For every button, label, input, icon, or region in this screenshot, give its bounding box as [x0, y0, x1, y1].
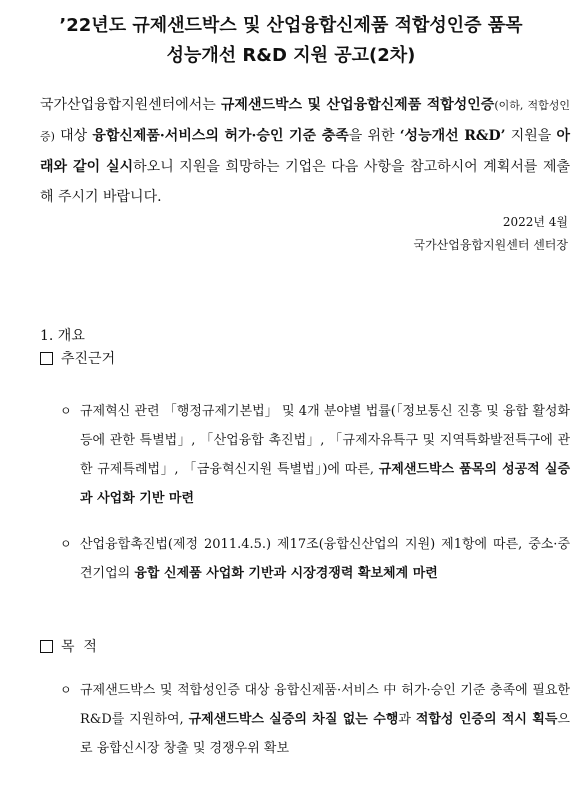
subheading-label: 추진근거: [61, 351, 116, 367]
list-item: [60, 530, 570, 588]
intro-bold-text: 아래와 같이 실시: [40, 128, 570, 175]
subheading-label: 목 적: [61, 639, 97, 655]
circle-bullet-icon: ㅇ: [60, 683, 72, 697]
intro-text: 하오니 지원을 희망하는 기업은 다음 사항을 참고하시어 계획서를 제출해 주시기 바랍니다.: [40, 159, 570, 205]
list-item-text: 규제샌드박스 및 적합성인증 대상 융합신제품·서비스 中 허가·승인 기준 충족에 필요한 R&D를 지원하여, 규제샌드박스 실증의 차질 없는 수행과 적합성 인증의 적시 획득으로 융합신시장 창출 및 경쟁우위 확보: [80, 683, 570, 756]
intro-paragraph: [40, 90, 570, 212]
list-item-bold-text: 규제샌드박스 실증의 차질 없는 수행: [188, 712, 399, 727]
intro-text: 지원을: [505, 128, 557, 144]
intro-text: 을 위한: [348, 128, 400, 144]
document-title-line2: 성능개선 R&D 지원 공고(2차): [166, 45, 416, 66]
intro-text: 국가산업융합지원센터에서는: [40, 97, 221, 113]
subheading-purpose: [40, 636, 97, 656]
intro-bold-text: 규제샌드박스 및 산업융합신제품 적합성인증: [220, 97, 495, 113]
list-item-bold-text: 융합 신제품 사업화 기반과 시장경쟁력 확보체계 마련: [134, 566, 438, 581]
square-bullet-icon: [40, 640, 53, 653]
square-bullet-icon: [40, 352, 53, 365]
list-item-text: 산업융합촉진법(제정 2011.4.5.) 제17조(융합신산업의 지원) 제1항에 따른, 중소·중견기업의 융합 신제품 사업화 기반과 시장경쟁력 확보체계 마련: [80, 537, 570, 581]
list-item: [60, 397, 570, 513]
intro-abbrev-note: (이하, 적합성인증): [40, 99, 571, 143]
circle-bullet-icon: ㅇ: [60, 537, 72, 551]
intro-bold-text: ‘성능개선 R&D’: [399, 128, 506, 144]
list-item-bold-text: 적합성 인증의 적시 획득: [415, 712, 558, 727]
intro-bold-text: 융합신제품·서비스의 허가·승인 기준 충족: [92, 128, 349, 144]
list-item-bold-text: 규제샌드박스 품목의 성공적 실증과 사업화 기반 마련: [80, 462, 571, 506]
announcement-signer: 국가산업융합지원센터 센터장: [413, 238, 568, 252]
intro-text: 대상: [54, 128, 93, 144]
circle-bullet-icon: ㅇ: [60, 404, 72, 418]
list-item-text: 규제혁신 관련 「행정규제기본법」 및 4개 분야별 법률(「정보통신 진흥 및 융합 활성화 등에 관한 특별법」, 「산업융합 촉진법」, 「규제자유특구 및 지역특화발전특구에 관한 규제특례법」, 「금융혁신지원 특별법」)에 따른, 규제샌드박스 품목의 성공적 실증과 사업화 기반 마련: [80, 404, 571, 506]
subheading-basis: [40, 348, 115, 368]
document-title-line1: ’22년도 규제샌드박스 및 산업융합신제품 적합성인증 품목: [59, 15, 523, 36]
list-item: [60, 676, 570, 763]
section-heading-overview: 1. 개요: [40, 328, 85, 344]
announcement-date: 2022년 4월: [502, 215, 568, 229]
